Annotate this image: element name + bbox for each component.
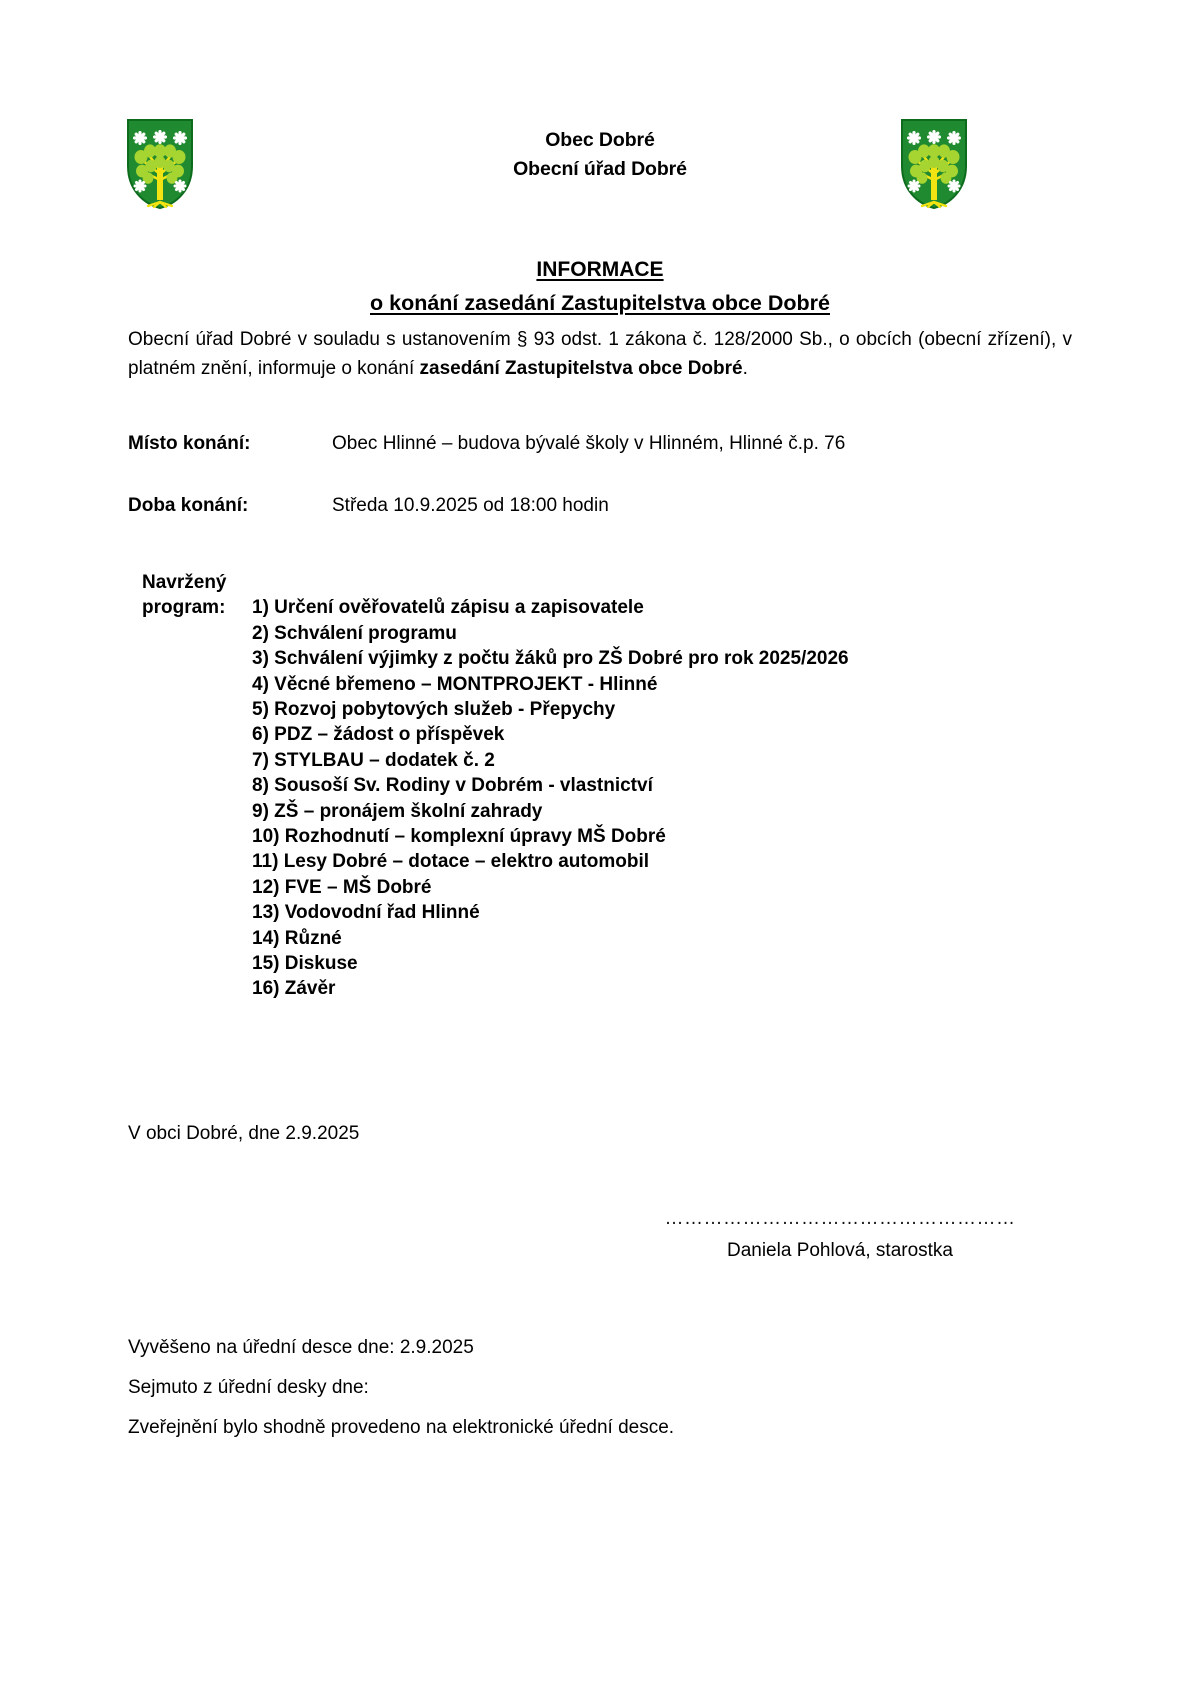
- document-header: [0, 118, 1200, 228]
- municipality-name: Obec Dobré: [545, 129, 655, 151]
- list-item: 5) Rozvoj pobytových služeb - Přepychy: [252, 699, 616, 721]
- intro-text-part2: .: [742, 357, 748, 379]
- list-item: 1) Určení ověřovatelů zápisu a zapisovatele: [252, 597, 644, 619]
- page-subtitle: o konání zasedání Zastupitelstva obce Dobré: [370, 291, 830, 315]
- list-item: 12) FVE – MŠ Dobré: [252, 876, 432, 898]
- signature-block: [128, 1208, 1072, 1266]
- list-item: 15) Diskuse: [252, 953, 358, 975]
- place-value: Obec Hlinné – budova bývalé školy v Hlinném, Hlinné č.p. 76: [332, 433, 846, 454]
- posting-info: [128, 1328, 1072, 1448]
- place-row: [128, 430, 1072, 458]
- agenda-section: [142, 570, 1072, 1002]
- list-item: 6) PDZ – žádost o příspěvek: [252, 724, 505, 746]
- list-item: 10) Rozhodnutí – komplexní úpravy MŠ Dobré: [252, 826, 666, 848]
- list-item: 8) Sousoší Sv. Rodiny v Dobrém - vlastnictví: [252, 775, 653, 797]
- agenda-label-line2: program:: [142, 597, 226, 619]
- posted-date: Vyvěšeno na úřední desce dne: 2.9.2025: [128, 1336, 474, 1358]
- removed-date: Sejmuto z úřední desky dne:: [128, 1376, 369, 1398]
- municipal-office-name: Obecní úřad Dobré: [513, 158, 687, 180]
- list-item: 3) Schválení výjimky z počtu žáků pro ZŠ Dobré pro rok 2025/2026: [252, 648, 849, 670]
- list-item: 14) Různé: [252, 927, 342, 949]
- agenda-list: [252, 570, 1072, 1002]
- intro-text-part1: Obecní úřad Dobré v souladu s ustanovením § 93 odst. 1 zákona č. 128/2000 Sb., o obcích (obecní zřízení), v platném znění, informuje o konání: [128, 329, 1072, 379]
- intro-text-bold: zasedání Zastupitelstva obce Dobré: [419, 357, 743, 379]
- list-item: 16) Závěr: [252, 978, 336, 1000]
- signature-line: ………………………………………………: [664, 1207, 1016, 1229]
- document-title-block: [0, 254, 1200, 320]
- document-body: [0, 326, 1200, 1448]
- organization-heading: [0, 126, 1200, 184]
- list-item: 11) Lesy Dobré – dotace – elektro automobil: [252, 851, 650, 873]
- agenda-label-line1: Navržený: [142, 572, 227, 593]
- list-item: 2) Schválení programu: [252, 622, 457, 644]
- place-and-date: V obci Dobré, dne 2.9.2025: [128, 1122, 360, 1144]
- page-title: INFORMACE: [536, 258, 664, 281]
- electronic-board-note: Zveřejnění bylo shodně provedeno na elektronické úřední desce.: [128, 1416, 675, 1438]
- time-row: [128, 492, 1072, 520]
- list-item: 9) ZŠ – pronájem školní zahrady: [252, 800, 543, 822]
- list-item: 13) Vodovodní řad Hlinné: [252, 902, 480, 924]
- agenda-label: [142, 570, 252, 1002]
- signer-name: Daniela Pohlová, starostka: [726, 1239, 953, 1261]
- list-item: 4) Věcné břemeno – MONTPROJEKT - Hlinné: [252, 673, 658, 695]
- place-label: Místo konání:: [128, 433, 251, 454]
- time-value: Středa 10.9.2025 od 18:00 hodin: [332, 495, 609, 516]
- list-item: 7) STYLBAU – dodatek č. 2: [252, 749, 495, 771]
- intro-paragraph: [128, 326, 1072, 383]
- time-label: Doba konání:: [128, 495, 249, 516]
